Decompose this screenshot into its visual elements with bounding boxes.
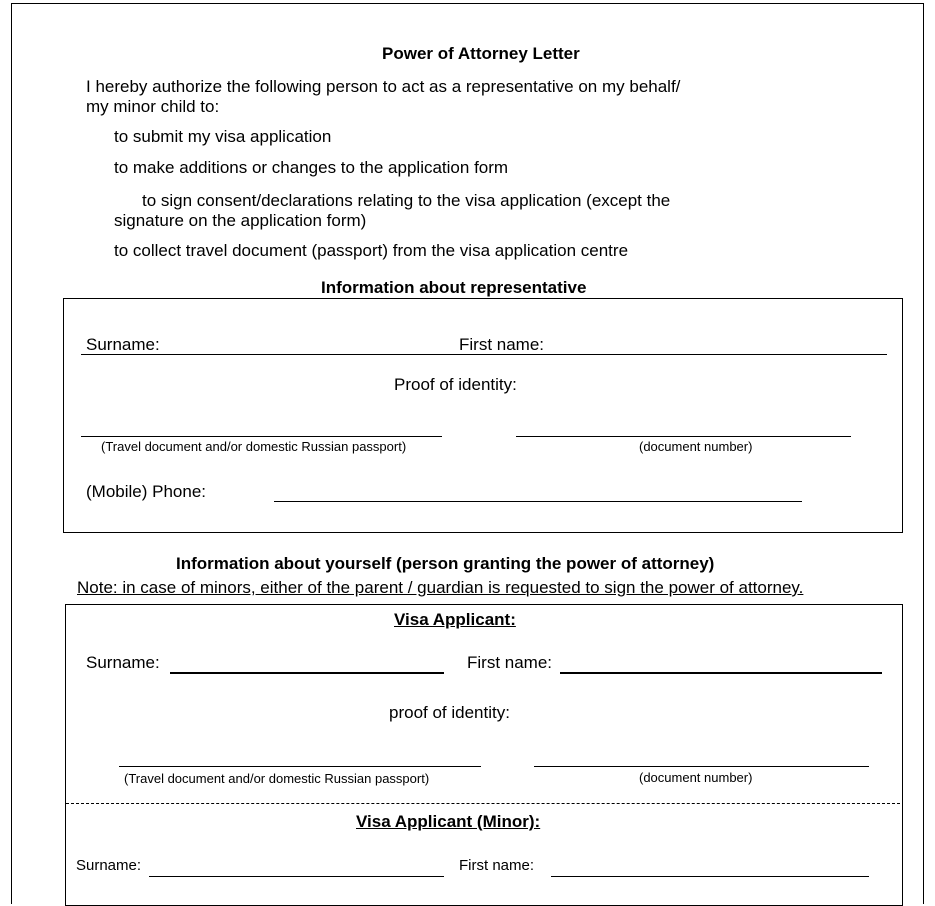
rep-doc-number-caption: (document number) <box>639 439 753 454</box>
authorization-item: to submit my visa application <box>114 127 332 146</box>
authorization-item: to collect travel document (passport) from the visa application centre <box>114 241 629 260</box>
minor-heading: Visa Applicant (Minor): <box>356 812 541 831</box>
minor-surname-label: Surname: <box>76 857 142 874</box>
authorization-item: to sign consent/declarations relating to the visa application (except the <box>142 191 671 210</box>
authorization-item-continued: signature on the application form) <box>114 211 367 230</box>
rep-surname-label: Surname: <box>86 335 160 354</box>
rep-phone-label: (Mobile) Phone: <box>86 482 207 501</box>
minor-surname-line[interactable] <box>149 876 444 877</box>
intro-line-1: I hereby authorize the following person to act as a representative on my behalf/ <box>86 77 681 96</box>
rep-proof-label: Proof of identity: <box>394 375 517 394</box>
applicant-doc-number-caption: (document number) <box>639 770 753 785</box>
section-divider <box>66 803 900 804</box>
applicant-first-name-label: First name: <box>467 653 553 672</box>
minors-note: Note: in case of minors, either of the parent / guardian is requested to sign the power of attorney. <box>77 578 804 597</box>
applicant-travel-doc-line[interactable] <box>119 766 481 767</box>
representative-heading: Information about representative <box>321 278 587 297</box>
rep-travel-doc-caption: (Travel document and/or domestic Russian passport) <box>101 439 407 454</box>
authorization-item: to make additions or changes to the application form <box>114 158 509 177</box>
applicant-proof-label: proof of identity: <box>389 703 510 722</box>
applicant-heading: Visa Applicant: <box>394 610 516 629</box>
applicant-doc-number-line[interactable] <box>534 766 869 767</box>
intro-line-2: my minor child to: <box>86 97 220 116</box>
applicant-surname-line[interactable] <box>170 672 444 674</box>
rep-first-name-label: First name: <box>459 335 545 354</box>
applicant-surname-label: Surname: <box>86 653 160 672</box>
rep-name-line[interactable] <box>81 354 887 355</box>
applicant-first-name-line[interactable] <box>560 672 882 674</box>
rep-phone-line[interactable] <box>274 501 802 502</box>
rep-doc-number-line[interactable] <box>516 436 851 437</box>
rep-travel-doc-line[interactable] <box>81 436 442 437</box>
document-title: Power of Attorney Letter <box>382 44 580 63</box>
minor-first-name-label: First name: <box>459 857 535 874</box>
yourself-heading: Information about yourself (person granting the power of attorney) <box>176 554 715 573</box>
applicant-travel-doc-caption: (Travel document and/or domestic Russian passport) <box>124 771 430 786</box>
minor-first-name-line[interactable] <box>551 876 869 877</box>
